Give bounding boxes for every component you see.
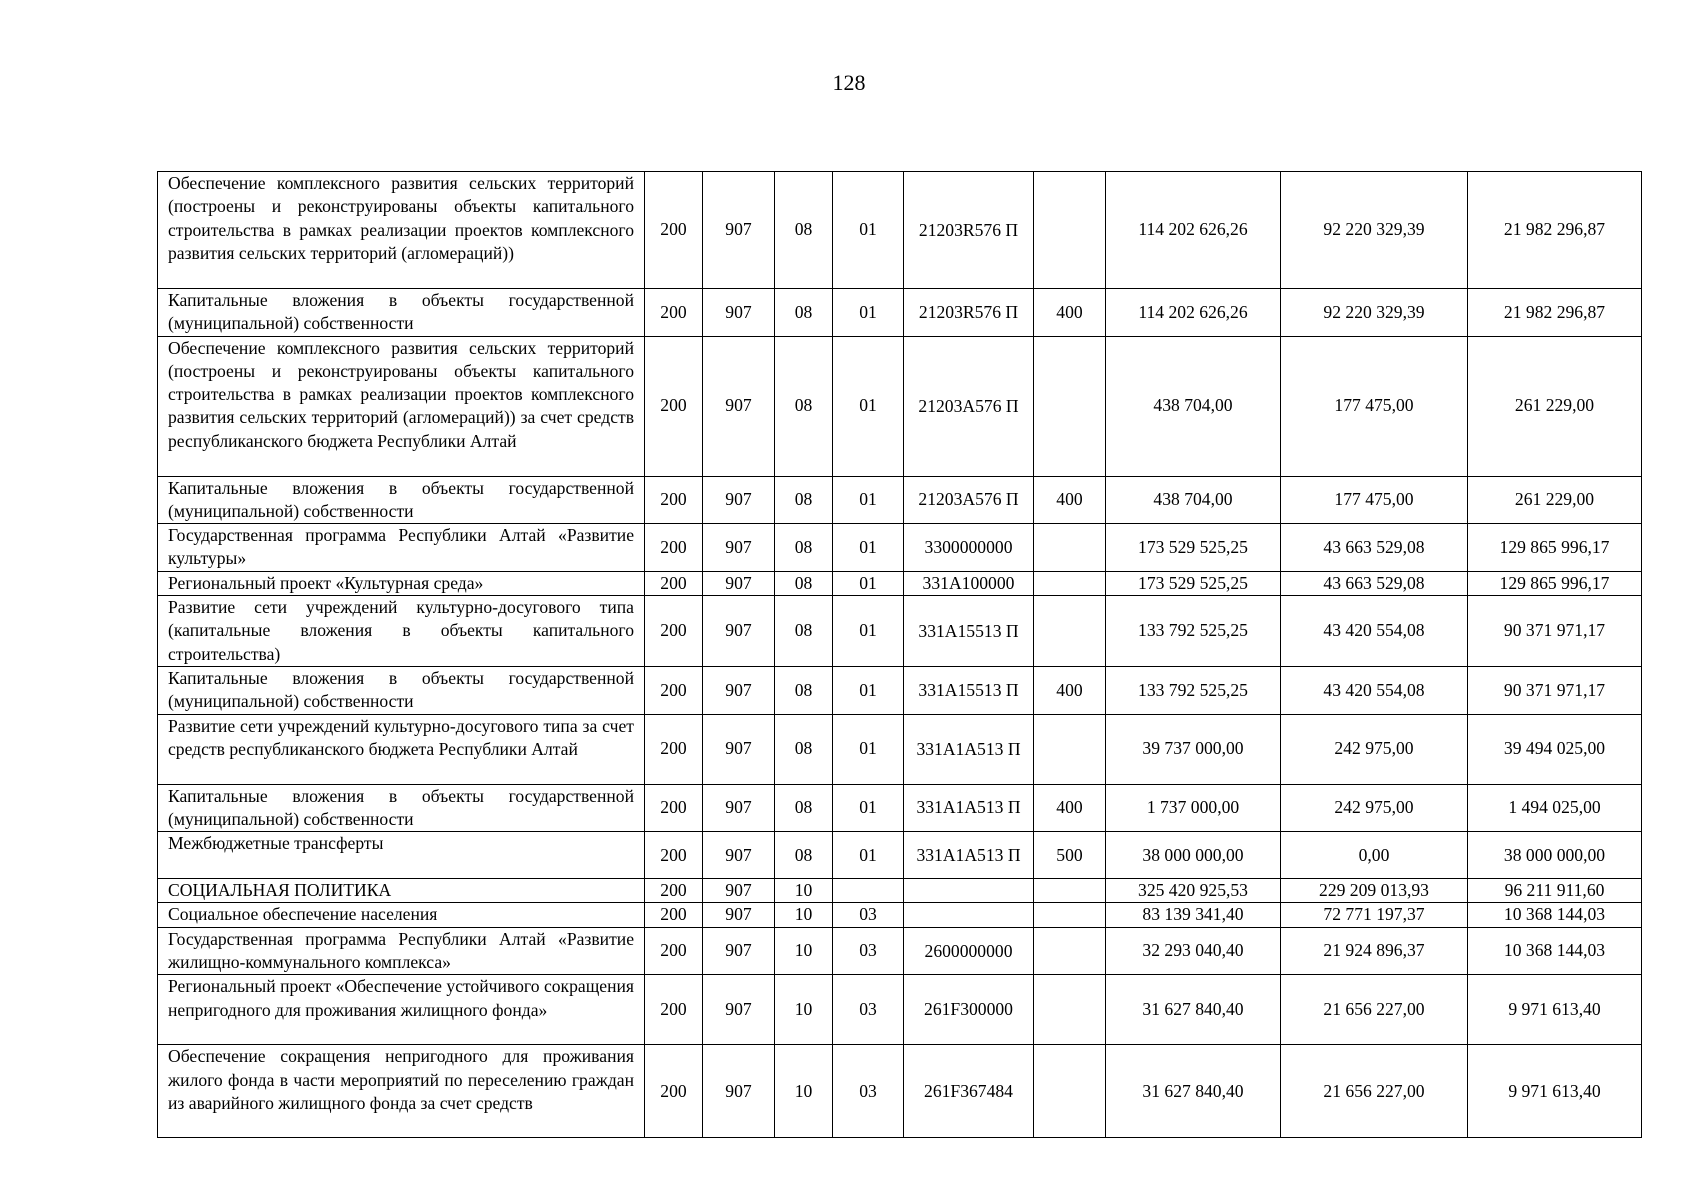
cell-c2: 907 bbox=[703, 666, 775, 714]
table-row bbox=[158, 571, 1642, 595]
cell-c4: 01 bbox=[833, 832, 904, 879]
cell-csr: 21203R576 П bbox=[904, 172, 1034, 289]
cell-desc: Капитальные вложения в объекты государственной (муниципальной) собственности bbox=[158, 666, 645, 714]
table-row bbox=[158, 927, 1642, 975]
table-row bbox=[158, 975, 1642, 1045]
cell-c3: 08 bbox=[775, 666, 833, 714]
cell-sum3: 96 211 911,60 bbox=[1468, 879, 1642, 903]
cell-sum: 38 000 000,00 bbox=[1106, 832, 1281, 879]
cell-c2: 907 bbox=[703, 879, 775, 903]
cell-sum: 31 627 840,40 bbox=[1106, 1045, 1281, 1138]
cell-vr: 400 bbox=[1034, 289, 1106, 337]
cell-desc: Обеспечение сокращения непригодного для проживания жилого фонда в части мероприятий по переселению граждан из аварийного жилищного фонда за счет средств bbox=[158, 1045, 645, 1138]
cell-c2: 907 bbox=[703, 1045, 775, 1138]
cell-sum3: 9 971 613,40 bbox=[1468, 1045, 1642, 1138]
cell-desc: Капитальные вложения в объекты государственной (муниципальной) собственности bbox=[158, 784, 645, 832]
cell-c2: 907 bbox=[703, 596, 775, 667]
cell-c1: 200 bbox=[645, 903, 703, 927]
table-row bbox=[158, 336, 1642, 476]
cell-c2: 907 bbox=[703, 784, 775, 832]
cell-c2: 907 bbox=[703, 476, 775, 524]
cell-vr bbox=[1034, 975, 1106, 1045]
cell-csr: 331A1A513 П bbox=[904, 832, 1034, 879]
table-row bbox=[158, 832, 1642, 879]
cell-sum3: 9 971 613,40 bbox=[1468, 975, 1642, 1045]
cell-sum: 133 792 525,25 bbox=[1106, 666, 1281, 714]
cell-sum: 39 737 000,00 bbox=[1106, 714, 1281, 784]
cell-c1: 200 bbox=[645, 336, 703, 476]
cell-csr: 261F300000 bbox=[904, 975, 1034, 1045]
cell-csr: 21203A576 П bbox=[904, 336, 1034, 476]
cell-sum2: 177 475,00 bbox=[1281, 476, 1468, 524]
cell-sum: 133 792 525,25 bbox=[1106, 596, 1281, 667]
cell-c3: 08 bbox=[775, 172, 833, 289]
cell-c3: 08 bbox=[775, 476, 833, 524]
cell-desc: Капитальные вложения в объекты государственной (муниципальной) собственности bbox=[158, 476, 645, 524]
cell-desc: Межбюджетные трансферты bbox=[158, 832, 645, 879]
cell-c1: 200 bbox=[645, 879, 703, 903]
cell-sum2: 242 975,00 bbox=[1281, 714, 1468, 784]
cell-c2: 907 bbox=[703, 927, 775, 975]
cell-csr: 21203A576 П bbox=[904, 476, 1034, 524]
cell-csr: 21203R576 П bbox=[904, 289, 1034, 337]
cell-vr bbox=[1034, 172, 1106, 289]
cell-c3: 10 bbox=[775, 879, 833, 903]
cell-desc: Государственная программа Республики Алтай «Развитие культуры» bbox=[158, 524, 645, 572]
cell-sum2: 242 975,00 bbox=[1281, 784, 1468, 832]
cell-csr: 2600000000 bbox=[904, 927, 1034, 975]
cell-c3: 08 bbox=[775, 832, 833, 879]
table-row bbox=[158, 172, 1642, 289]
cell-c3: 08 bbox=[775, 289, 833, 337]
cell-c4: 01 bbox=[833, 172, 904, 289]
table-row bbox=[158, 903, 1642, 927]
cell-c3: 08 bbox=[775, 784, 833, 832]
cell-sum3: 21 982 296,87 bbox=[1468, 172, 1642, 289]
cell-csr: 3300000000 bbox=[904, 524, 1034, 572]
cell-vr bbox=[1034, 879, 1106, 903]
cell-sum2: 21 656 227,00 bbox=[1281, 1045, 1468, 1138]
cell-c4: 01 bbox=[833, 596, 904, 667]
cell-csr bbox=[904, 903, 1034, 927]
table-row bbox=[158, 879, 1642, 903]
cell-sum3: 21 982 296,87 bbox=[1468, 289, 1642, 337]
cell-vr: 400 bbox=[1034, 784, 1106, 832]
cell-sum2: 92 220 329,39 bbox=[1281, 289, 1468, 337]
cell-c4: 01 bbox=[833, 336, 904, 476]
cell-sum2: 43 663 529,08 bbox=[1281, 524, 1468, 572]
cell-sum2: 0,00 bbox=[1281, 832, 1468, 879]
cell-vr: 400 bbox=[1034, 666, 1106, 714]
cell-vr bbox=[1034, 524, 1106, 572]
cell-c1: 200 bbox=[645, 571, 703, 595]
cell-sum3: 261 229,00 bbox=[1468, 336, 1642, 476]
cell-c4: 01 bbox=[833, 571, 904, 595]
cell-c3: 08 bbox=[775, 714, 833, 784]
cell-sum3: 1 494 025,00 bbox=[1468, 784, 1642, 832]
cell-c4: 03 bbox=[833, 903, 904, 927]
table-row bbox=[158, 524, 1642, 572]
cell-desc: СОЦИАЛЬНАЯ ПОЛИТИКА bbox=[158, 879, 645, 903]
cell-vr bbox=[1034, 596, 1106, 667]
cell-c2: 907 bbox=[703, 975, 775, 1045]
table-row bbox=[158, 596, 1642, 667]
cell-sum3: 90 371 971,17 bbox=[1468, 596, 1642, 667]
cell-c1: 200 bbox=[645, 975, 703, 1045]
cell-desc: Обеспечение комплексного развития сельских территорий (построены и реконструированы объекты капитального строительства в рамках реализации проектов комплексного развития сельских территорий (агломераций)) за счет средств республиканского бюджета Республики Алтай bbox=[158, 336, 645, 476]
cell-desc: Обеспечение комплексного развития сельских территорий (построены и реконструированы объекты капитального строительства в рамках реализации проектов комплексного развития сельских территорий (агломераций)) bbox=[158, 172, 645, 289]
cell-sum: 173 529 525,25 bbox=[1106, 524, 1281, 572]
cell-c3: 08 bbox=[775, 571, 833, 595]
cell-csr bbox=[904, 879, 1034, 903]
cell-csr: 331A15513 П bbox=[904, 596, 1034, 667]
cell-c4: 03 bbox=[833, 975, 904, 1045]
cell-c4 bbox=[833, 879, 904, 903]
cell-c1: 200 bbox=[645, 289, 703, 337]
cell-sum2: 43 663 529,08 bbox=[1281, 571, 1468, 595]
cell-desc: Региональный проект «Обеспечение устойчивого сокращения непригодного для проживания жилищного фонда» bbox=[158, 975, 645, 1045]
cell-vr: 500 bbox=[1034, 832, 1106, 879]
cell-c2: 907 bbox=[703, 832, 775, 879]
cell-sum3: 10 368 144,03 bbox=[1468, 903, 1642, 927]
cell-c2: 907 bbox=[703, 524, 775, 572]
cell-sum2: 21 924 896,37 bbox=[1281, 927, 1468, 975]
cell-c4: 01 bbox=[833, 289, 904, 337]
cell-c1: 200 bbox=[645, 666, 703, 714]
cell-sum2: 43 420 554,08 bbox=[1281, 666, 1468, 714]
cell-sum: 83 139 341,40 bbox=[1106, 903, 1281, 927]
cell-sum3: 129 865 996,17 bbox=[1468, 524, 1642, 572]
cell-c2: 907 bbox=[703, 714, 775, 784]
table-row bbox=[158, 476, 1642, 524]
cell-sum2: 92 220 329,39 bbox=[1281, 172, 1468, 289]
cell-csr: 331A15513 П bbox=[904, 666, 1034, 714]
cell-c3: 10 bbox=[775, 1045, 833, 1138]
cell-sum: 325 420 925,53 bbox=[1106, 879, 1281, 903]
cell-c1: 200 bbox=[645, 596, 703, 667]
cell-c4: 01 bbox=[833, 524, 904, 572]
cell-c4: 01 bbox=[833, 714, 904, 784]
cell-sum: 31 627 840,40 bbox=[1106, 975, 1281, 1045]
cell-c2: 907 bbox=[703, 289, 775, 337]
cell-c2: 907 bbox=[703, 172, 775, 289]
cell-sum: 1 737 000,00 bbox=[1106, 784, 1281, 832]
cell-sum3: 90 371 971,17 bbox=[1468, 666, 1642, 714]
cell-desc: Государственная программа Республики Алтай «Развитие жилищно-коммунального комплекса» bbox=[158, 927, 645, 975]
cell-c4: 01 bbox=[833, 666, 904, 714]
page-number: 128 bbox=[832, 70, 866, 95]
cell-sum3: 129 865 996,17 bbox=[1468, 571, 1642, 595]
table-row bbox=[158, 714, 1642, 784]
cell-desc: Развитие сети учреждений культурно-досугового типа (капитальные вложения в объекты капитального строительства) bbox=[158, 596, 645, 667]
cell-vr bbox=[1034, 571, 1106, 595]
cell-sum3: 10 368 144,03 bbox=[1468, 927, 1642, 975]
cell-csr: 331A100000 bbox=[904, 571, 1034, 595]
cell-vr bbox=[1034, 336, 1106, 476]
cell-c1: 200 bbox=[645, 784, 703, 832]
cell-c3: 10 bbox=[775, 927, 833, 975]
table-row bbox=[158, 666, 1642, 714]
budget-table bbox=[157, 171, 1642, 1138]
cell-c3: 10 bbox=[775, 903, 833, 927]
cell-desc: Социальное обеспечение населения bbox=[158, 903, 645, 927]
cell-c1: 200 bbox=[645, 1045, 703, 1138]
cell-sum2: 43 420 554,08 bbox=[1281, 596, 1468, 667]
cell-c4: 03 bbox=[833, 1045, 904, 1138]
cell-c3: 10 bbox=[775, 975, 833, 1045]
cell-c1: 200 bbox=[645, 172, 703, 289]
cell-c3: 08 bbox=[775, 596, 833, 667]
cell-desc: Развитие сети учреждений культурно-досугового типа за счет средств республиканского бюджета Республики Алтай bbox=[158, 714, 645, 784]
cell-c1: 200 bbox=[645, 476, 703, 524]
table-row bbox=[158, 784, 1642, 832]
table-row bbox=[158, 289, 1642, 337]
cell-c3: 08 bbox=[775, 524, 833, 572]
cell-c1: 200 bbox=[645, 524, 703, 572]
cell-desc: Капитальные вложения в объекты государственной (муниципальной) собственности bbox=[158, 289, 645, 337]
cell-c1: 200 bbox=[645, 927, 703, 975]
cell-c4: 01 bbox=[833, 476, 904, 524]
cell-sum2: 72 771 197,37 bbox=[1281, 903, 1468, 927]
cell-sum2: 177 475,00 bbox=[1281, 336, 1468, 476]
cell-sum2: 21 656 227,00 bbox=[1281, 975, 1468, 1045]
cell-sum: 438 704,00 bbox=[1106, 476, 1281, 524]
cell-c4: 01 bbox=[833, 784, 904, 832]
cell-vr bbox=[1034, 927, 1106, 975]
cell-vr bbox=[1034, 903, 1106, 927]
cell-sum3: 39 494 025,00 bbox=[1468, 714, 1642, 784]
cell-sum3: 38 000 000,00 bbox=[1468, 832, 1642, 879]
cell-csr: 261F367484 bbox=[904, 1045, 1034, 1138]
cell-c2: 907 bbox=[703, 903, 775, 927]
cell-c3: 08 bbox=[775, 336, 833, 476]
cell-c2: 907 bbox=[703, 571, 775, 595]
cell-c1: 200 bbox=[645, 714, 703, 784]
cell-vr bbox=[1034, 714, 1106, 784]
cell-c1: 200 bbox=[645, 832, 703, 879]
cell-vr: 400 bbox=[1034, 476, 1106, 524]
cell-sum: 438 704,00 bbox=[1106, 336, 1281, 476]
cell-sum: 114 202 626,26 bbox=[1106, 289, 1281, 337]
cell-vr bbox=[1034, 1045, 1106, 1138]
cell-sum2: 229 209 013,93 bbox=[1281, 879, 1468, 903]
cell-sum3: 261 229,00 bbox=[1468, 476, 1642, 524]
cell-c4: 03 bbox=[833, 927, 904, 975]
cell-csr: 331A1A513 П bbox=[904, 784, 1034, 832]
cell-sum: 32 293 040,40 bbox=[1106, 927, 1281, 975]
cell-csr: 331A1A513 П bbox=[904, 714, 1034, 784]
cell-c2: 907 bbox=[703, 336, 775, 476]
table-row bbox=[158, 1045, 1642, 1138]
cell-sum: 114 202 626,26 bbox=[1106, 172, 1281, 289]
cell-desc: Региональный проект «Культурная среда» bbox=[158, 571, 645, 595]
cell-sum: 173 529 525,25 bbox=[1106, 571, 1281, 595]
